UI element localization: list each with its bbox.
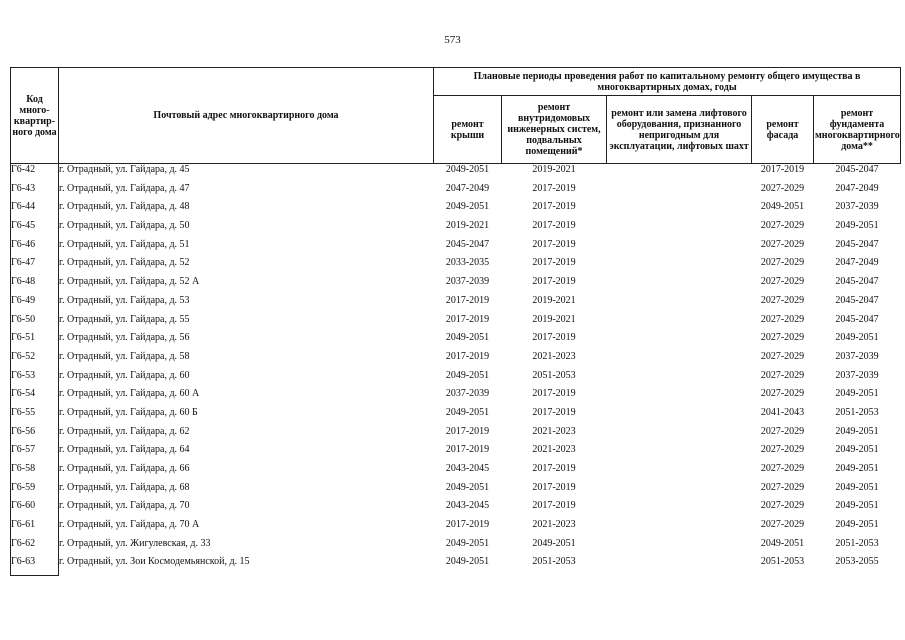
elevator-period-cell bbox=[607, 500, 752, 519]
engineering-period-cell: 2017-2019 bbox=[532, 388, 576, 400]
house-code-cell: Г6-52 bbox=[11, 351, 59, 370]
facade-period-cell: 2027-2029 bbox=[760, 369, 805, 381]
elevator-period-cell bbox=[607, 239, 752, 258]
house-code-cell: Г6-49 bbox=[11, 295, 59, 314]
roof-period-cell: 2043-2045 bbox=[445, 463, 490, 474]
elevator-period-cell bbox=[607, 407, 752, 426]
roof-period-cell: 2017-2019 bbox=[445, 313, 490, 325]
elevator-period-cell bbox=[607, 164, 752, 183]
header-elevator: ремонт или замена лифтового оборудования, признанного непригодным для эксплуатации, лифтовых шахт bbox=[607, 96, 752, 164]
header-engineering: ремонт внутридомовых инженерных систем, подвальных помещений* bbox=[502, 96, 607, 164]
elevator-period-cell bbox=[607, 276, 752, 295]
address-cell: г. Отрадный, ул. Зои Космодемьянской, д. 15 bbox=[59, 556, 250, 568]
foundation-period-cell: 2049-2051 bbox=[835, 519, 879, 531]
header-address: Почтовый адрес многоквартирного дома bbox=[59, 68, 434, 164]
roof-period-cell: 2017-2019 bbox=[445, 350, 490, 362]
foundation-period-cell: 2047-2049 bbox=[835, 182, 879, 194]
facade-period-cell: 2041-2043 bbox=[760, 406, 805, 418]
table-row bbox=[11, 556, 901, 575]
facade-period-cell: 2027-2029 bbox=[760, 220, 805, 232]
engineering-period-cell: 2017-2019 bbox=[532, 257, 576, 269]
roof-period-cell: 2047-2049 bbox=[445, 182, 490, 194]
facade-period-cell: 2027-2029 bbox=[760, 388, 805, 400]
address-cell: г. Отрадный, ул. Гайдара, д. 56 bbox=[59, 332, 190, 344]
header-code: Код много-квартир-ного дома bbox=[11, 68, 59, 164]
facade-period-cell: 2027-2029 bbox=[760, 238, 805, 250]
foundation-period-cell: 2045-2047 bbox=[835, 238, 879, 250]
elevator-period-cell bbox=[607, 220, 752, 239]
roof-period-cell: 2017-2019 bbox=[445, 444, 490, 456]
house-code-cell: Г6-46 bbox=[11, 239, 59, 258]
engineering-period-cell: 2021-2023 bbox=[532, 425, 576, 437]
foundation-period-cell: 2045-2047 bbox=[835, 164, 879, 175]
header-roof: ремонт крыши bbox=[434, 96, 502, 164]
house-code-cell: Г6-54 bbox=[11, 388, 59, 407]
facade-period-cell: 2027-2029 bbox=[760, 463, 805, 474]
house-code-cell: Г6-59 bbox=[11, 482, 59, 501]
elevator-period-cell bbox=[607, 351, 752, 370]
foundation-period-cell: 2037-2039 bbox=[835, 350, 879, 362]
elevator-period-cell bbox=[607, 556, 752, 575]
engineering-period-cell: 2021-2023 bbox=[532, 350, 576, 362]
engineering-period-cell: 2021-2023 bbox=[532, 519, 576, 531]
foundation-period-cell: 2049-2051 bbox=[835, 500, 879, 512]
table-row bbox=[11, 295, 901, 314]
roof-period-cell: 2045-2047 bbox=[445, 238, 490, 250]
address-cell: г. Отрадный, ул. Гайдара, д. 53 bbox=[59, 294, 190, 306]
address-cell: г. Отрадный, ул. Гайдара, д. 60 А bbox=[59, 388, 200, 400]
foundation-period-cell: 2045-2047 bbox=[835, 294, 879, 306]
table-row bbox=[11, 500, 901, 519]
foundation-period-cell: 2037-2039 bbox=[835, 369, 879, 381]
house-code-cell: Г6-43 bbox=[11, 183, 59, 202]
roof-period-cell: 2049-2051 bbox=[445, 164, 490, 175]
roof-period-cell: 2017-2019 bbox=[445, 519, 490, 531]
engineering-period-cell: 2017-2019 bbox=[532, 481, 576, 493]
facade-period-cell: 2017-2019 bbox=[760, 164, 805, 175]
table-row bbox=[11, 332, 901, 351]
roof-period-cell: 2049-2051 bbox=[445, 369, 490, 381]
address-cell: г. Отрадный, ул. Гайдара, д. 58 bbox=[59, 350, 190, 362]
roof-period-cell: 2033-2035 bbox=[445, 257, 490, 269]
facade-period-cell: 2027-2029 bbox=[760, 313, 805, 325]
foundation-period-cell: 2049-2051 bbox=[835, 425, 879, 437]
elevator-period-cell bbox=[607, 538, 752, 557]
house-code-cell: Г6-57 bbox=[11, 444, 59, 463]
address-cell: г. Отрадный, ул. Гайдара, д. 48 bbox=[59, 201, 190, 213]
table-body bbox=[11, 164, 901, 576]
roof-period-cell: 2017-2019 bbox=[445, 294, 490, 306]
facade-period-cell: 2027-2029 bbox=[760, 500, 805, 512]
table-row bbox=[11, 426, 901, 445]
elevator-period-cell bbox=[607, 463, 752, 482]
table-row bbox=[11, 370, 901, 389]
house-code-cell: Г6-42 bbox=[11, 164, 59, 183]
address-cell: г. Отрадный, ул. Гайдара, д. 64 bbox=[59, 444, 190, 456]
roof-period-cell: 2049-2051 bbox=[445, 537, 490, 549]
house-code-cell: Г6-45 bbox=[11, 220, 59, 239]
engineering-period-cell: 2019-2021 bbox=[532, 294, 576, 306]
table-row bbox=[11, 239, 901, 258]
address-cell: г. Отрадный, ул. Гайдара, д. 51 bbox=[59, 238, 190, 250]
house-code-cell: Г6-47 bbox=[11, 257, 59, 276]
table-row bbox=[11, 314, 901, 333]
address-cell: г. Отрадный, ул. Гайдара, д. 60 Б bbox=[59, 406, 198, 418]
house-code-cell: Г6-48 bbox=[11, 276, 59, 295]
table-row bbox=[11, 257, 901, 276]
table-row bbox=[11, 407, 901, 426]
elevator-period-cell bbox=[607, 332, 752, 351]
table-header bbox=[11, 68, 901, 164]
table-row bbox=[11, 201, 901, 220]
elevator-period-cell bbox=[607, 519, 752, 538]
foundation-period-cell: 2051-2053 bbox=[835, 406, 879, 418]
engineering-period-cell: 2051-2053 bbox=[532, 556, 576, 568]
elevator-period-cell bbox=[607, 444, 752, 463]
facade-period-cell: 2049-2051 bbox=[760, 537, 805, 549]
address-cell: г. Отрадный, ул. Гайдара, д. 66 bbox=[59, 463, 190, 474]
engineering-period-cell: 2017-2019 bbox=[532, 332, 576, 344]
roof-period-cell: 2049-2051 bbox=[445, 332, 490, 344]
roof-period-cell: 2017-2019 bbox=[445, 425, 490, 437]
address-cell: г. Отрадный, ул. Гайдара, д. 52 bbox=[59, 257, 190, 269]
elevator-period-cell bbox=[607, 314, 752, 333]
facade-period-cell: 2027-2029 bbox=[760, 332, 805, 344]
roof-period-cell: 2037-2039 bbox=[445, 388, 490, 400]
facade-period-cell: 2027-2029 bbox=[760, 257, 805, 269]
table-row bbox=[11, 463, 901, 482]
foundation-period-cell: 2049-2051 bbox=[835, 332, 879, 344]
table-row bbox=[11, 351, 901, 370]
facade-period-cell: 2027-2029 bbox=[760, 294, 805, 306]
facade-period-cell: 2027-2029 bbox=[760, 182, 805, 194]
engineering-period-cell: 2021-2023 bbox=[532, 444, 576, 456]
roof-period-cell: 2049-2051 bbox=[445, 201, 490, 213]
foundation-period-cell: 2045-2047 bbox=[835, 276, 879, 288]
elevator-period-cell bbox=[607, 183, 752, 202]
foundation-period-cell: 2049-2051 bbox=[835, 481, 879, 493]
table-row bbox=[11, 183, 901, 202]
foundation-period-cell: 2037-2039 bbox=[835, 201, 879, 213]
house-code-cell: Г6-51 bbox=[11, 332, 59, 351]
engineering-period-cell: 2017-2019 bbox=[532, 500, 576, 512]
elevator-period-cell bbox=[607, 370, 752, 389]
table-row bbox=[11, 164, 901, 183]
roof-period-cell: 2049-2051 bbox=[445, 556, 490, 568]
house-code-cell: Г6-63 bbox=[11, 556, 59, 575]
facade-period-cell: 2049-2051 bbox=[760, 201, 805, 213]
engineering-period-cell: 2017-2019 bbox=[532, 238, 576, 250]
foundation-period-cell: 2047-2049 bbox=[835, 257, 879, 269]
house-code-cell: Г6-60 bbox=[11, 500, 59, 519]
foundation-period-cell: 2049-2051 bbox=[835, 444, 879, 456]
engineering-period-cell: 2017-2019 bbox=[532, 406, 576, 418]
roof-period-cell: 2049-2051 bbox=[445, 406, 490, 418]
table-row bbox=[11, 519, 901, 538]
page-number: 573 bbox=[444, 34, 461, 46]
foundation-period-cell: 2045-2047 bbox=[835, 313, 879, 325]
foundation-period-cell: 2053-2055 bbox=[835, 556, 879, 568]
house-code-cell: Г6-56 bbox=[11, 426, 59, 445]
header-foundation: ремонт фундамента многоквартирного дома** bbox=[814, 96, 901, 164]
house-code-cell: Г6-55 bbox=[11, 407, 59, 426]
roof-period-cell: 2019-2021 bbox=[445, 220, 490, 232]
foundation-period-cell: 2049-2051 bbox=[835, 220, 879, 232]
table-row bbox=[11, 220, 901, 239]
elevator-period-cell bbox=[607, 201, 752, 220]
foundation-period-cell: 2049-2051 bbox=[835, 388, 879, 400]
roof-period-cell: 2049-2051 bbox=[445, 481, 490, 493]
house-code-cell: Г6-62 bbox=[11, 538, 59, 557]
house-code-cell: Г6-58 bbox=[11, 463, 59, 482]
address-cell: г. Отрадный, ул. Гайдара, д. 52 А bbox=[59, 276, 200, 288]
address-cell: г. Отрадный, ул. Гайдара, д. 70 А bbox=[59, 519, 200, 531]
header-planned-periods: Плановые периоды проведения работ по капитальному ремонту общего имущества в многоквартирных домах, годы bbox=[434, 68, 901, 96]
facade-period-cell: 2027-2029 bbox=[760, 276, 805, 288]
elevator-period-cell bbox=[607, 257, 752, 276]
house-code-cell: Г6-53 bbox=[11, 370, 59, 389]
engineering-period-cell: 2017-2019 bbox=[532, 463, 576, 474]
address-cell: г. Отрадный, ул. Гайдара, д. 70 bbox=[59, 500, 190, 512]
repair-schedule-table bbox=[10, 67, 901, 576]
address-cell: г. Отрадный, ул. Гайдара, д. 62 bbox=[59, 425, 190, 437]
facade-period-cell: 2027-2029 bbox=[760, 350, 805, 362]
address-cell: г. Отрадный, ул. Гайдара, д. 60 bbox=[59, 369, 190, 381]
elevator-period-cell bbox=[607, 482, 752, 501]
foundation-period-cell: 2049-2051 bbox=[835, 463, 879, 474]
elevator-period-cell bbox=[607, 388, 752, 407]
facade-period-cell: 2027-2029 bbox=[760, 425, 805, 437]
engineering-period-cell: 2019-2021 bbox=[532, 313, 576, 325]
address-cell: г. Отрадный, ул. Гайдара, д. 45 bbox=[59, 164, 190, 175]
roof-period-cell: 2037-2039 bbox=[445, 276, 490, 288]
house-code-cell: Г6-50 bbox=[11, 314, 59, 333]
table-row bbox=[11, 276, 901, 295]
address-cell: г. Отрадный, ул. Жигулевская, д. 33 bbox=[59, 537, 211, 549]
engineering-period-cell: 2051-2053 bbox=[532, 369, 576, 381]
table-row bbox=[11, 444, 901, 463]
facade-period-cell: 2027-2029 bbox=[760, 519, 805, 531]
engineering-period-cell: 2017-2019 bbox=[532, 182, 576, 194]
engineering-period-cell: 2049-2051 bbox=[532, 537, 576, 549]
foundation-period-cell: 2051-2053 bbox=[835, 537, 879, 549]
address-cell: г. Отрадный, ул. Гайдара, д. 55 bbox=[59, 313, 190, 325]
elevator-period-cell bbox=[607, 295, 752, 314]
address-cell: г. Отрадный, ул. Гайдара, д. 50 bbox=[59, 220, 190, 232]
facade-period-cell: 2051-2053 bbox=[760, 556, 805, 568]
table-row bbox=[11, 482, 901, 501]
engineering-period-cell: 2017-2019 bbox=[532, 276, 576, 288]
facade-period-cell: 2027-2029 bbox=[760, 481, 805, 493]
address-cell: г. Отрадный, ул. Гайдара, д. 68 bbox=[59, 481, 190, 493]
engineering-period-cell: 2017-2019 bbox=[532, 201, 576, 213]
engineering-period-cell: 2017-2019 bbox=[532, 220, 576, 232]
header-facade: ремонт фасада bbox=[752, 96, 814, 164]
elevator-period-cell bbox=[607, 426, 752, 445]
facade-period-cell: 2027-2029 bbox=[760, 444, 805, 456]
table-row bbox=[11, 538, 901, 557]
address-cell: г. Отрадный, ул. Гайдара, д. 47 bbox=[59, 182, 190, 194]
engineering-period-cell: 2019-2021 bbox=[532, 164, 576, 175]
table-row bbox=[11, 388, 901, 407]
house-code-cell: Г6-61 bbox=[11, 519, 59, 538]
house-code-cell: Г6-44 bbox=[11, 201, 59, 220]
roof-period-cell: 2043-2045 bbox=[445, 500, 490, 512]
